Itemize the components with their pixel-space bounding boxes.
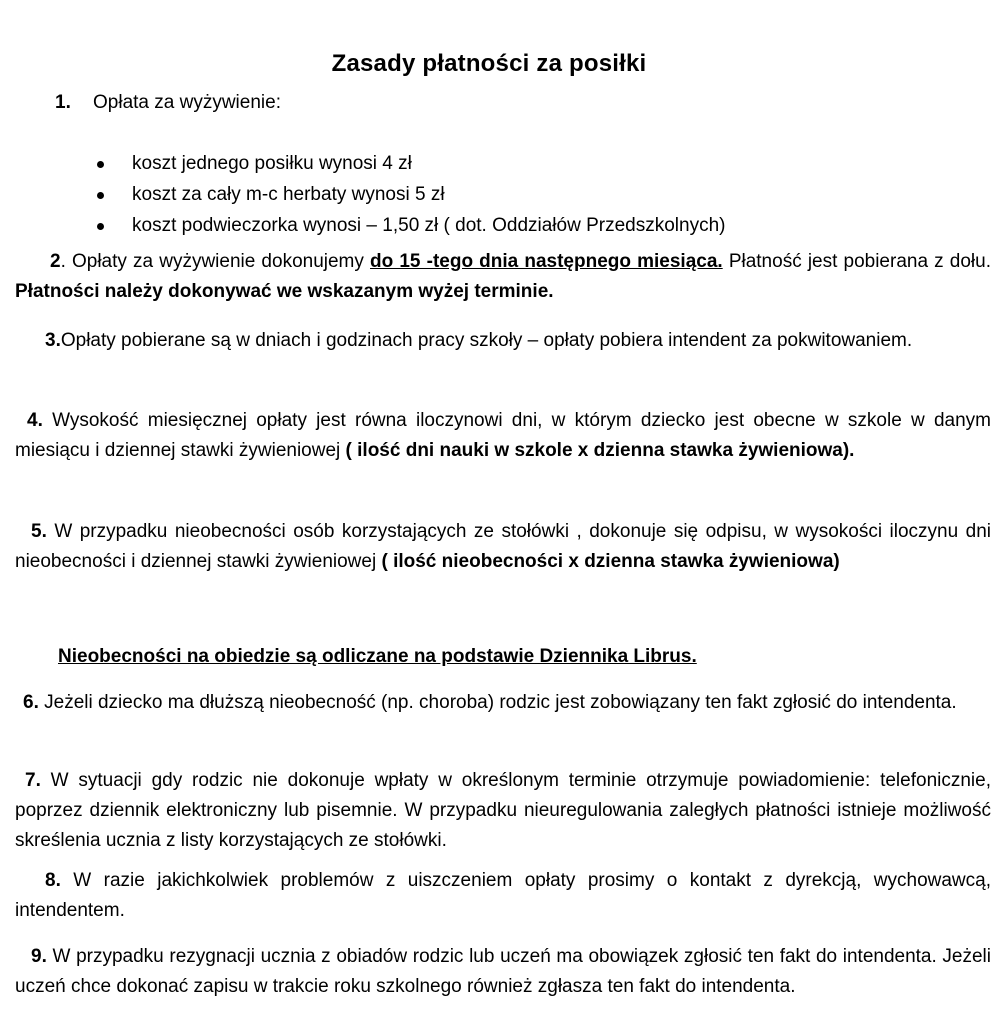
item-text: W przypadku nieobecności osób korzystających ze stołówki , dokonuje się odpisu, w wysokości iloczynu dni nieobecności i dziennej stawki żywieniowej (15, 521, 991, 572)
formula-text: ( ilość dni nauki w szkole x dzienna stawka żywieniowa). (345, 440, 855, 461)
item-text: Opłata za wyżywienie: (93, 92, 281, 113)
item-7 (15, 766, 991, 856)
emphasis-text: Płatności należy dokonywać we wskazanym wyżej terminie. (15, 281, 554, 302)
item-text: Wysokość miesięcznej opłaty jest równa iloczynowi dni, w którym dziecko jest obecne w szkole w danym miesiącu i dziennej stawki żywieniowej (15, 410, 991, 461)
item-number: 1. (55, 92, 71, 113)
item-text: W razie jakichkolwiek problemów z uiszczeniem opłaty prosimy o kontakt z dyrekcją, wychowawcą, intendentem. (15, 870, 991, 921)
item-text: Opłaty pobierane są w dniach i godzinach pracy szkoły – opłaty pobiera intendent za pokwitowaniem. (60, 330, 913, 351)
item-3 (15, 326, 991, 356)
item-number: 7. (25, 770, 41, 791)
item-1 (55, 88, 281, 118)
item-text: Jeżeli dziecko ma dłuższą nieobecność (np. choroba) rodzic jest zobowiązany ten fakt zgłosić do intendenta. (38, 692, 957, 713)
item-number: 5. (31, 521, 47, 542)
fee-item-meal: koszt jednego posiłku wynosi 4 zł (95, 149, 725, 180)
fee-item-tea: koszt za cały m-c herbaty wynosi 5 zł (95, 180, 725, 211)
item-text: Płatność jest pobierana z dołu. (722, 251, 991, 272)
page-title: Zasady płatności za posiłki (331, 50, 647, 78)
item-text: W sytuacji gdy rodzic nie dokonuje wpłaty w określonym terminie otrzymuje powiadomienie: telefonicznie, poprzez dziennik elektroniczny lub pisemnie. W przypadku nieuregulowania zaległych płatności istnieje możliwość skreślenia ucznia z listy korzystających ze stołówki. (15, 770, 991, 851)
item-2 (15, 247, 991, 307)
item-text: W przypadku rezygnacji ucznia z obiadów rodzic lub uczeń ma obowiązek zgłosić ten fakt do intendenta. Jeżeli uczeń chce dokonać zapisu w trakcie roku szkolnego również zgłasza ten fakt do intendenta. (15, 946, 991, 997)
item-text: . Opłaty za wyżywienie dokonujemy (60, 251, 371, 272)
fee-list (95, 149, 725, 242)
item-number: 2 (50, 251, 61, 272)
formula-text: ( ilość nieobecności x dzienna stawka żywieniowa) (381, 551, 840, 572)
item-5 (15, 517, 991, 577)
item-9 (15, 942, 991, 1002)
item-6 (15, 688, 991, 718)
item-number: 4. (27, 410, 43, 431)
item-number: 9. (31, 946, 47, 967)
item-8 (15, 866, 991, 926)
librus-notice: Nieobecności na obiedzie są odliczane na podstawie Dziennika Librus. (58, 646, 697, 667)
item-number: 6. (23, 692, 39, 713)
item-number: 8. (45, 870, 61, 891)
item-number: 3. (45, 330, 61, 351)
item-4 (15, 406, 991, 466)
deadline-text: do 15 -tego dnia następnego miesiąca. (370, 251, 723, 272)
fee-item-snack: koszt podwieczorka wynosi – 1,50 zł ( dot. Oddziałów Przedszkolnych) (95, 211, 725, 242)
